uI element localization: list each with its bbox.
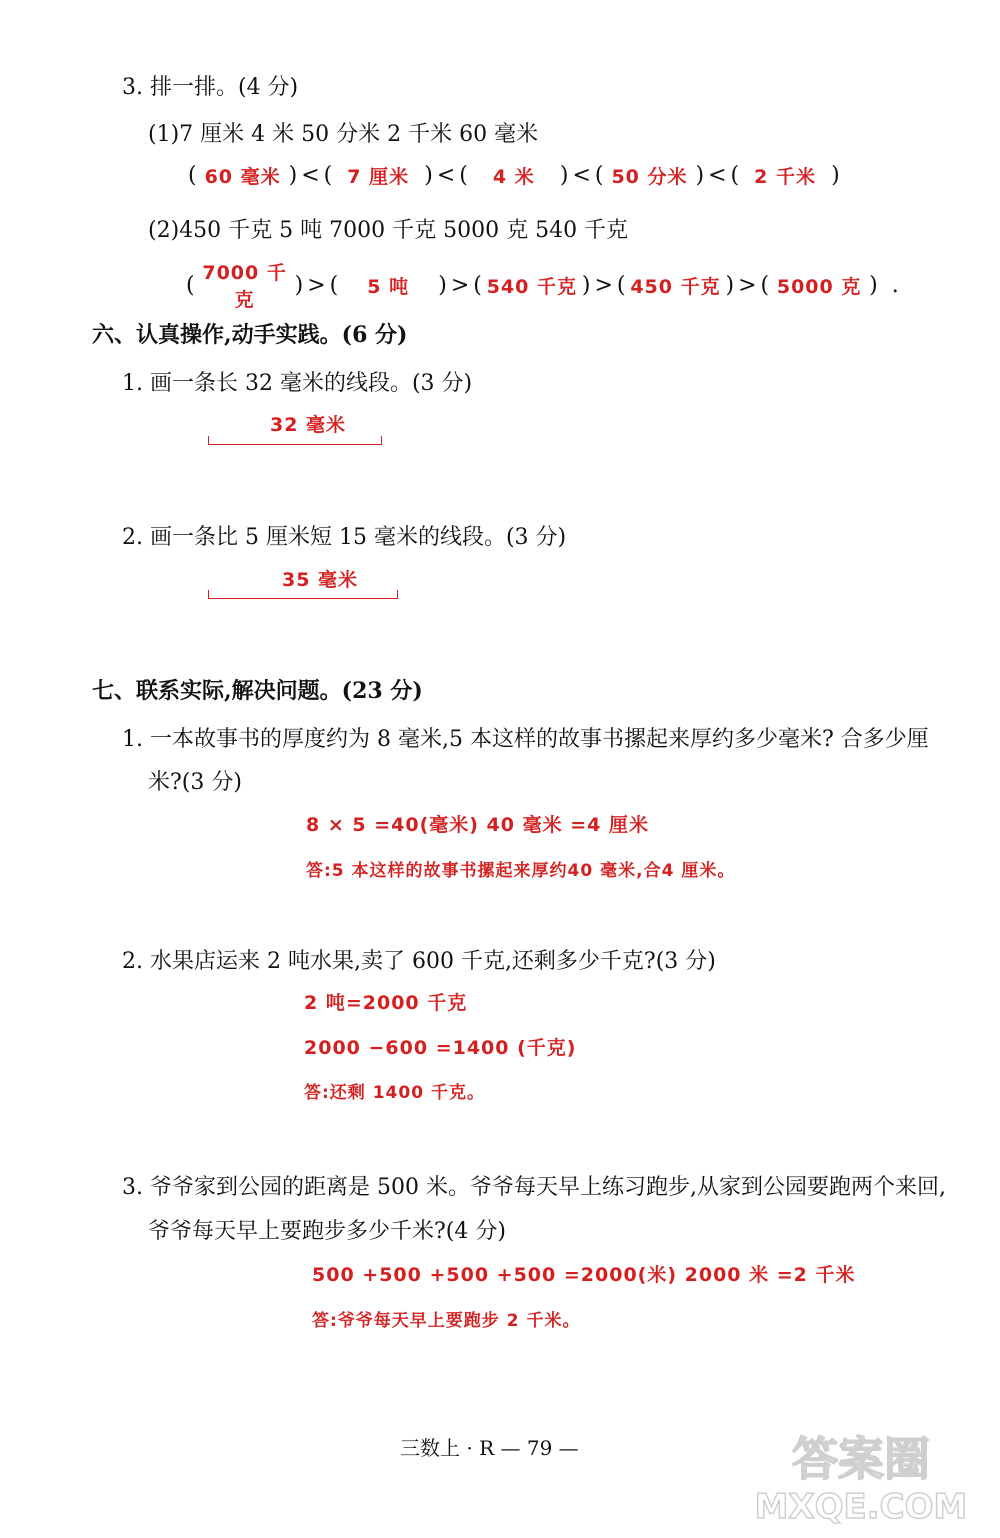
sec7-q2-calc2: 2000 −600 =1400 (千克) xyxy=(304,1037,577,1059)
q3-part1-answer: 4 米 xyxy=(492,166,535,188)
end-dot: . xyxy=(891,272,899,298)
sec6-q1-text: 1. 画一条长 32 毫米的线段。(3 分) xyxy=(122,371,473,396)
segment-32mm xyxy=(208,436,382,445)
sec7-q3-answer: 答:爷爷每天早上要跑步 2 千米。 xyxy=(312,1311,581,1331)
q3-part1-answer-row: ( 60 毫米 ) < ( 7 厘米 ) < ( 4 米 ) < ( 50 分米 ) < ( 2 千米 ) xyxy=(188,163,840,188)
watermark-text: 答案圈 xyxy=(792,1432,930,1486)
sec7-q3-line1: 3. 爷爷家到公园的距离是 500 米。爷爷每天早上练习跑步,从家到公园要跑两个来回, xyxy=(122,1175,946,1200)
q3-part2-answer-row: ( 7000 千克 ) > ( 5 吨 ) > ( 540 千克 ) > ( 450 千克 ) > ( 5000 克 ) . xyxy=(186,258,899,312)
q3-part1-answer: 50 分米 xyxy=(611,166,688,188)
sec7-q1-line1: 1. 一本故事书的厚度约为 8 毫米,5 本这样的故事书摞起来厚约多少毫米? 合多少厘 xyxy=(122,727,929,752)
sec7-q1-calc: 8 × 5 =40(毫米) 40 毫米 =4 厘米 xyxy=(306,814,649,836)
compare-symbol: > xyxy=(738,272,757,298)
sec6-q2-text: 2. 画一条比 5 厘米短 15 毫米的线段。(3 分) xyxy=(122,525,567,550)
sec7-q1-answer: 答:5 本这样的故事书摞起来厚约40 毫米,合4 厘米。 xyxy=(306,861,736,881)
sec7-q3-calc: 500 +500 +500 +500 =2000(米) 2000 米 =2 千米 xyxy=(312,1264,856,1286)
compare-symbol: < xyxy=(301,163,320,188)
segment-35mm xyxy=(208,590,398,599)
q3-title: 3. 排一排。(4 分) xyxy=(122,75,299,100)
q3-part2-prompt: (2)450 千克 5 吨 7000 千克 5000 克 540 千克 xyxy=(148,218,629,243)
section6-heading: 六、认真操作,动手实践。(6 分) xyxy=(92,322,408,348)
segment-32mm-label: 32 毫米 xyxy=(270,414,347,436)
section7-heading: 七、联系实际,解决问题。(23 分) xyxy=(92,678,423,704)
watermark-url: MXQE.COM xyxy=(754,1487,968,1527)
compare-symbol: < xyxy=(708,163,727,188)
sec7-q2-text: 2. 水果店运来 2 吨水果,卖了 600 千克,还剩多少千克?(3 分) xyxy=(122,949,716,974)
sec7-q1-line2: 米?(3 分) xyxy=(148,770,242,795)
sec7-q3-line2: 爷爷每天早上要跑步多少千米?(4 分) xyxy=(148,1219,506,1244)
compare-symbol: > xyxy=(594,272,613,298)
watermark-logo xyxy=(736,1420,986,1530)
sec7-q2-answer: 答:还剩 1400 千克。 xyxy=(304,1083,485,1103)
q3-part1-answer: 7 厘米 xyxy=(347,166,410,188)
compare-symbol: > xyxy=(450,272,470,298)
q3-part1-answer: 60 毫米 xyxy=(204,166,281,188)
q3-part2-answer: 5 吨 xyxy=(367,275,410,298)
page-footer: 三数上 · R — 79 — xyxy=(400,1436,579,1460)
q3-part1-prompt: (1)7 厘米 4 米 50 分米 2 千米 60 毫米 xyxy=(148,122,539,147)
compare-symbol: < xyxy=(572,163,591,188)
compare-symbol: > xyxy=(307,272,326,298)
q3-part2-answer: 540 千克 xyxy=(486,275,577,298)
q3-part2-answer: 7000 千克 xyxy=(202,262,287,311)
q3-part2-answer: 450 千克 xyxy=(630,275,721,298)
q3-part2-answer: 5000 克 xyxy=(776,275,862,298)
q3-part1-answer: 2 千米 xyxy=(754,166,817,188)
compare-symbol: < xyxy=(436,163,456,188)
segment-35mm-label: 35 毫米 xyxy=(282,569,359,591)
sec7-q2-calc1: 2 吨=2000 千克 xyxy=(304,992,468,1014)
